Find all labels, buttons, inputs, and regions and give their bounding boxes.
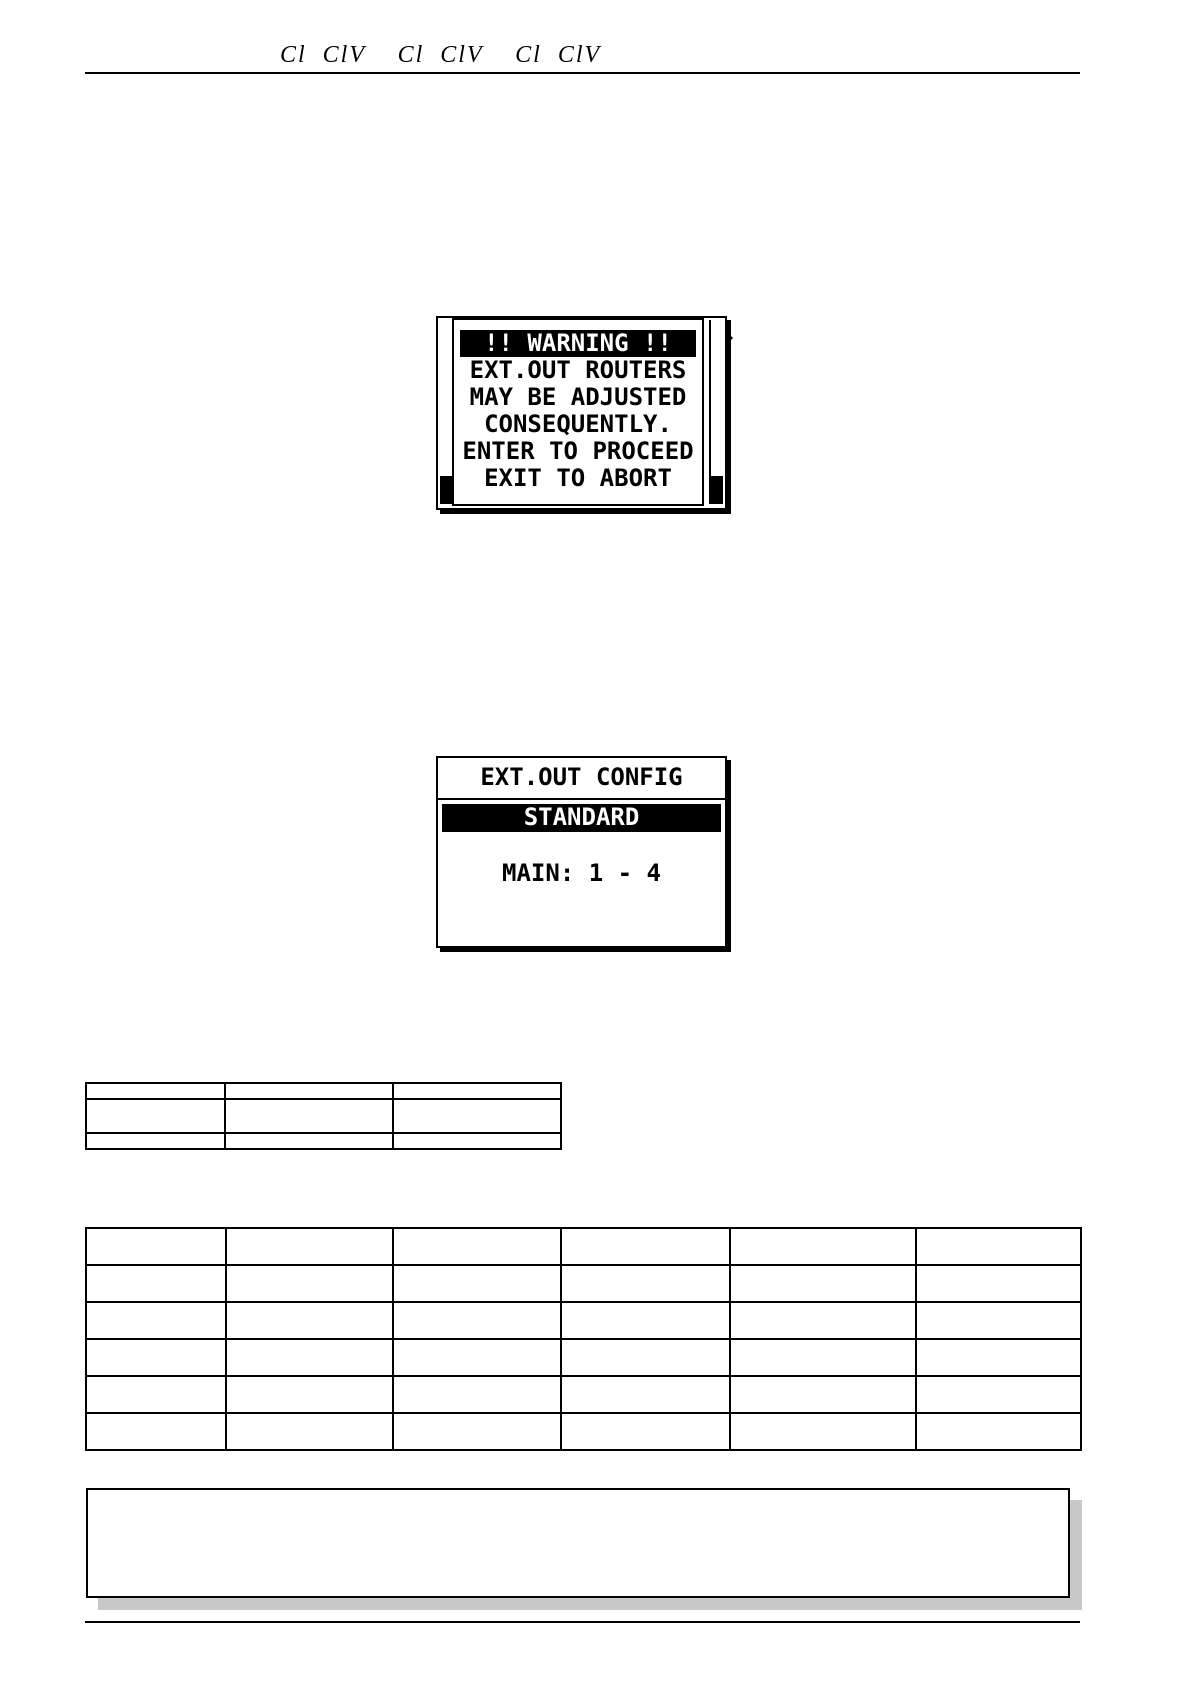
table-cell bbox=[730, 1228, 917, 1265]
note-box bbox=[86, 1488, 1070, 1598]
table-row bbox=[86, 1265, 1081, 1302]
table-cell bbox=[86, 1413, 226, 1450]
table-cell bbox=[916, 1413, 1081, 1450]
table-cell bbox=[916, 1265, 1081, 1302]
table-cell bbox=[86, 1083, 225, 1099]
table-row bbox=[86, 1228, 1081, 1265]
table-cell bbox=[561, 1339, 730, 1376]
table-cell bbox=[393, 1133, 561, 1149]
table-cell bbox=[730, 1376, 917, 1413]
warning-dialog bbox=[452, 318, 704, 506]
table-cell bbox=[730, 1339, 917, 1376]
warning-line: EXT.OUT ROUTERS bbox=[469, 356, 687, 384]
table-cell bbox=[226, 1376, 394, 1413]
table-cell bbox=[561, 1265, 730, 1302]
table-cell bbox=[225, 1099, 392, 1133]
table-cell bbox=[393, 1099, 561, 1133]
table-cell bbox=[393, 1265, 561, 1302]
table-cell bbox=[225, 1083, 392, 1099]
table-cell bbox=[226, 1339, 394, 1376]
warning-line: ENTER TO PROCEED bbox=[462, 437, 694, 465]
table-cell bbox=[86, 1339, 226, 1376]
table-row bbox=[86, 1376, 1081, 1413]
table-cell bbox=[86, 1099, 225, 1133]
small-table bbox=[85, 1082, 562, 1150]
warning-line: MAY BE ADJUSTED bbox=[469, 383, 687, 411]
table-row bbox=[86, 1133, 561, 1149]
table-cell bbox=[561, 1413, 730, 1450]
table-cell bbox=[393, 1228, 561, 1265]
table-cell bbox=[916, 1376, 1081, 1413]
ext-out-config-display bbox=[436, 756, 727, 948]
header-rule bbox=[85, 72, 1080, 74]
table-cell bbox=[916, 1302, 1081, 1339]
table-cell bbox=[226, 1265, 394, 1302]
table-cell bbox=[225, 1133, 392, 1149]
brand-logo: Cl ClV Cl ClV Cl ClV bbox=[280, 42, 602, 68]
table-cell bbox=[393, 1083, 561, 1099]
table-cell bbox=[561, 1302, 730, 1339]
warning-line: CONSEQUENTLY. bbox=[484, 410, 672, 438]
table-cell bbox=[226, 1302, 394, 1339]
table-cell bbox=[730, 1265, 917, 1302]
table-cell bbox=[86, 1302, 226, 1339]
table-cell bbox=[86, 1376, 226, 1413]
config-selected-option[interactable]: STANDARD bbox=[442, 804, 721, 832]
display-right-scrollbar bbox=[709, 320, 723, 504]
table-row bbox=[86, 1413, 1081, 1450]
warning-display bbox=[436, 316, 727, 510]
config-title: EXT.OUT CONFIG bbox=[480, 763, 683, 791]
table-row bbox=[86, 1083, 561, 1099]
table-cell bbox=[561, 1228, 730, 1265]
table-cell bbox=[730, 1413, 917, 1450]
scroll-arrow-icon bbox=[725, 330, 733, 346]
table-cell bbox=[916, 1228, 1081, 1265]
table-cell bbox=[226, 1228, 394, 1265]
table-cell bbox=[393, 1413, 561, 1450]
config-detail: MAIN: 1 - 4 bbox=[502, 859, 661, 887]
table-cell bbox=[86, 1265, 226, 1302]
table-cell bbox=[86, 1133, 225, 1149]
table-cell bbox=[561, 1376, 730, 1413]
table-cell bbox=[226, 1413, 394, 1450]
table-cell bbox=[86, 1228, 226, 1265]
table-cell bbox=[393, 1376, 561, 1413]
table-cell bbox=[393, 1339, 561, 1376]
config-title-divider bbox=[438, 798, 725, 800]
warning-title: !! WARNING !! bbox=[460, 330, 696, 357]
large-table bbox=[85, 1227, 1082, 1451]
table-row bbox=[86, 1339, 1081, 1376]
warning-line: EXIT TO ABORT bbox=[484, 464, 672, 492]
table-row bbox=[86, 1099, 561, 1133]
table-row bbox=[86, 1302, 1081, 1339]
table-cell bbox=[393, 1302, 561, 1339]
table-cell bbox=[916, 1339, 1081, 1376]
footer-rule bbox=[85, 1621, 1080, 1623]
table-cell bbox=[730, 1302, 917, 1339]
